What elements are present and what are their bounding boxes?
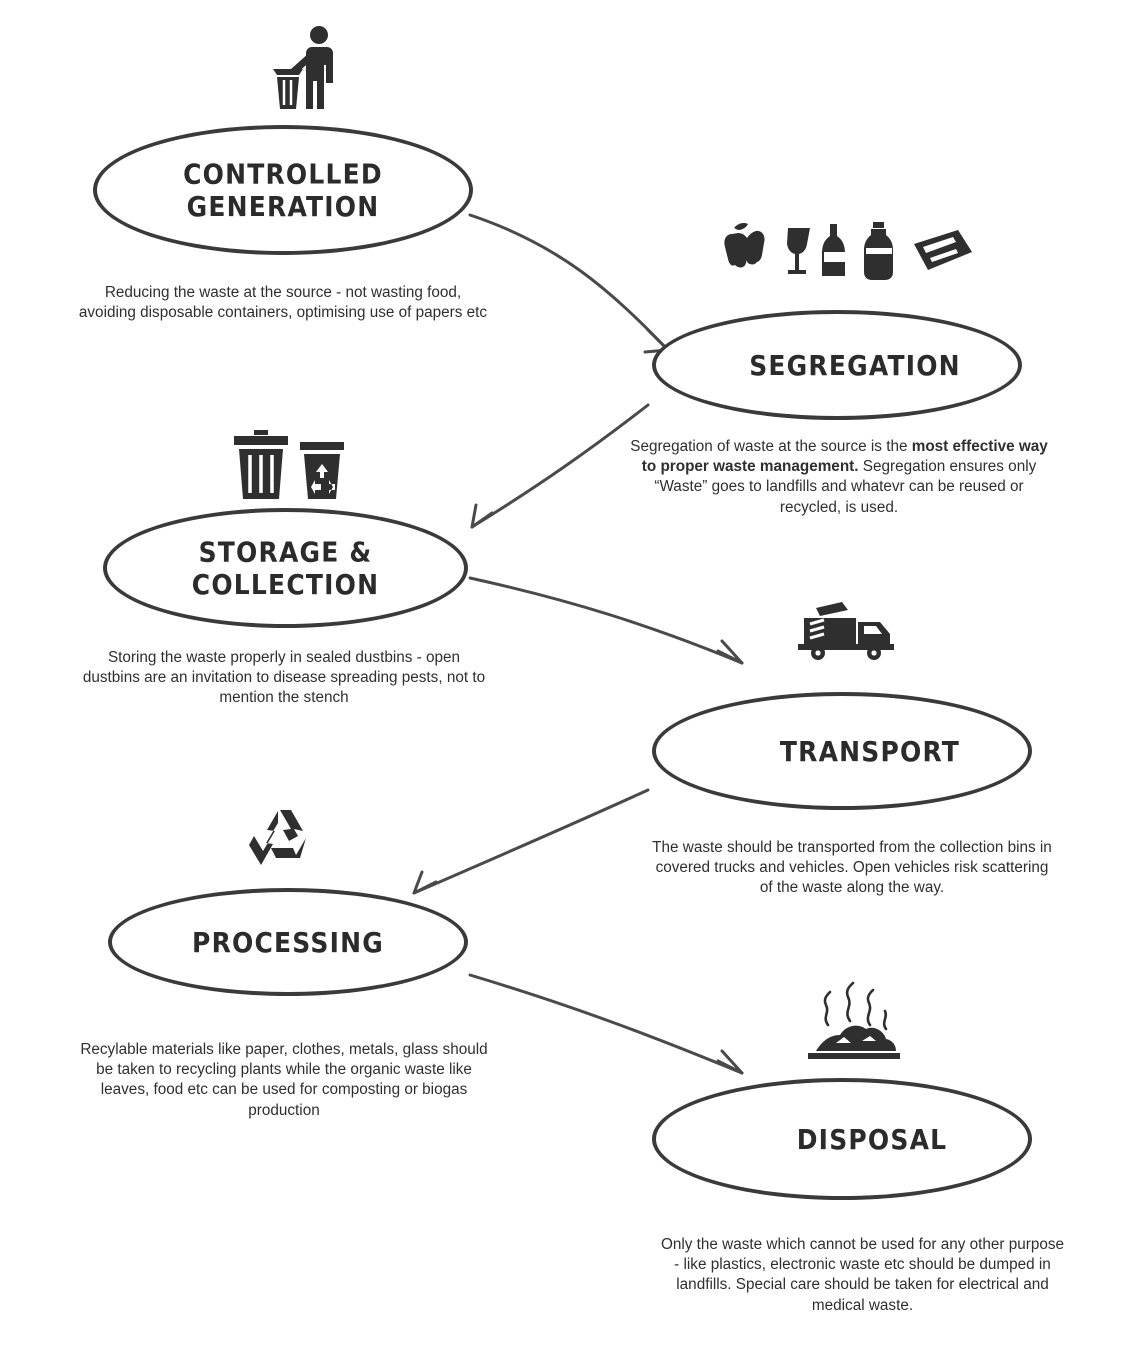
stage-label-segregation: SEGREGATION xyxy=(749,348,961,382)
stage-label-disposal: DISPOSAL xyxy=(796,1122,948,1156)
arrow-storage-to-transport xyxy=(470,578,742,663)
stage-description-storage-collection: Storing the waste properly in sealed dustbins - open dustbins are an invitation to disease spreading pests, not to mention the stench xyxy=(82,649,486,707)
segregation-desc-emphasis: most effective way to proper waste management. xyxy=(641,438,1048,476)
arrow-segregation-to-storage xyxy=(472,405,648,527)
stage-label-controlled-generation: CONTROLLED GENERATION xyxy=(183,157,383,223)
burning-landfill-icon xyxy=(806,985,902,1061)
stage-description-transport: The waste should be transported from the collection bins in covered trucks and vehicles. Open vehicles risk scattering of the waste along the way. xyxy=(652,839,1052,897)
stage-description-disposal: Only the waste which cannot be used for any other purpose - like plastics, electronic waste etc should be dumped in landfills. Special care should be taken for electrical and medical waste. xyxy=(660,1236,1065,1314)
garbage-truck-icon xyxy=(796,600,900,662)
stage-bubble-storage-collection[interactable] xyxy=(103,508,468,628)
segregation-desc-part-1: Segregation of waste at the source is the xyxy=(630,438,912,455)
stage-label-processing: PROCESSING xyxy=(192,925,384,959)
arrow-segregation-to-storage-head xyxy=(472,505,492,527)
stage-description-segregation xyxy=(630,437,1048,518)
person-throwing-trash-icon xyxy=(265,25,343,113)
arrow-processing-to-disposal xyxy=(470,975,742,1073)
arrow-generation-to-segregation xyxy=(470,215,668,350)
arrow-storage-to-transport-head xyxy=(718,641,742,663)
stage-bubble-processing[interactable] xyxy=(108,888,468,996)
segregation-desc-part-3: Segregation ensures only “Waste” goes to landfills and whatevr can be reused or recycled, is used. xyxy=(654,458,1037,516)
dustbin-and-recycling-bin-icon xyxy=(228,430,346,502)
stage-label-transport: TRANSPORT xyxy=(779,734,961,768)
recycling-symbol-icon xyxy=(248,808,312,870)
stage-bubble-disposal[interactable] xyxy=(652,1078,1032,1200)
stage-description-controlled-generation: Reducing the waste at the source - not wasting food, avoiding disposable containers, optimising use of papers etc xyxy=(78,284,488,322)
stage-description-processing: Recylable materials like paper, clothes, metals, glass should be taken to recycling plants while the organic waste like leaves, food etc can be used for composting or biogas production xyxy=(80,1041,488,1119)
stage-bubble-transport[interactable] xyxy=(652,692,1032,810)
arrow-processing-to-disposal-head xyxy=(718,1051,742,1073)
arrow-transport-to-processing xyxy=(414,790,648,893)
arrow-transport-to-processing-head xyxy=(414,872,436,893)
sorted-waste-items-icon xyxy=(718,222,972,284)
stage-bubble-segregation[interactable] xyxy=(652,310,1022,420)
stage-label-storage-collection: STORAGE & COLLECTION xyxy=(191,535,380,601)
stage-bubble-controlled-generation[interactable] xyxy=(93,125,473,255)
